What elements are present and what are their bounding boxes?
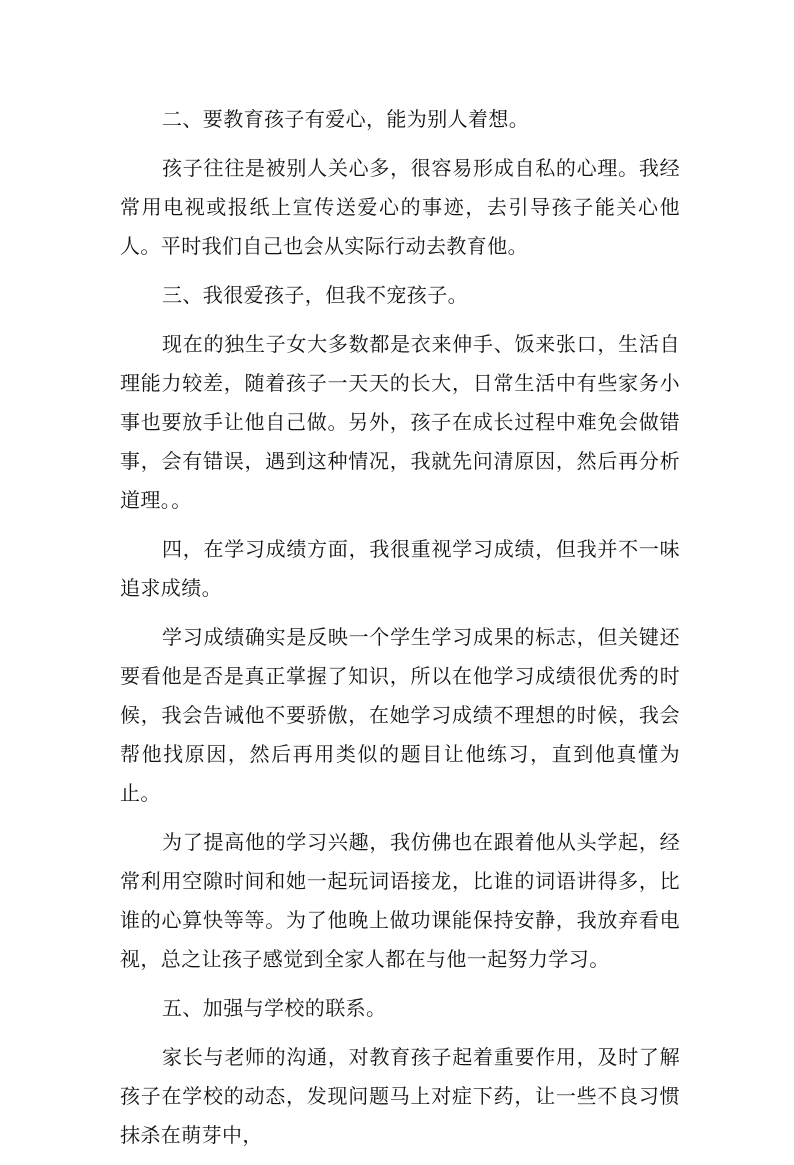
paragraph-grades: 学习成绩确实是反映一个学生学习成果的标志，但关键还要看他是否是真正掌握了知识，所以在他学习成绩很优秀的时候，我会告诫他不要骄傲，在她学习成绩不理想的时候，我会帮他找原因，然后再用类似的题目让他练习，直到他真懂为止。	[120, 625, 680, 805]
section-heading-3: 三、我很爱孩子，但我不宠孩子。	[162, 283, 468, 307]
paragraph-school-contact: 家长与老师的沟通，对教育孩子起着重要作用，及时了解孩子在学校的动态，发现问题马上对症下药，让一些不良习惯抹杀在萌芽中，	[120, 1045, 680, 1147]
paragraph-interest: 为了提高他的学习兴趣，我仿佛也在跟着他从头学起，经常利用空隙时间和她一起玩词语接龙，比谁的词语讲得多，比谁的心算快等等。为了他晚上做功课能保持安静，我放弃看电视，总之让孩子感觉到全家人都在与他一起努力学习。	[120, 830, 680, 971]
section-heading-4: 四，在学习成绩方面，我很重视学习成绩，但我并不一味追求成绩。	[120, 537, 680, 600]
section-heading-2: 二、要教育孩子有爱心，能为别人着想。	[162, 107, 530, 131]
section-heading-5: 五、加强与学校的联系。	[162, 996, 387, 1020]
document-page	[120, 100, 680, 1165]
paragraph-caring: 孩子往往是被别人关心多，很容易形成自私的心理。我经常用电视或报纸上宣传送爱心的事迹，去引导孩子能关心他人。平时我们自己也会从实际行动去教育他。	[120, 156, 680, 258]
paragraph-independence: 现在的独生子女大多数都是衣来伸手、饭来张口，生活自理能力较差，随着孩子一天天的长大，日常生活中有些家务小事也要放手让他自己做。另外，孩子在成长过程中难免会做错事，会有错误，遇到这种情况，我就先问清原因，然后再分析道理。。	[120, 332, 680, 512]
